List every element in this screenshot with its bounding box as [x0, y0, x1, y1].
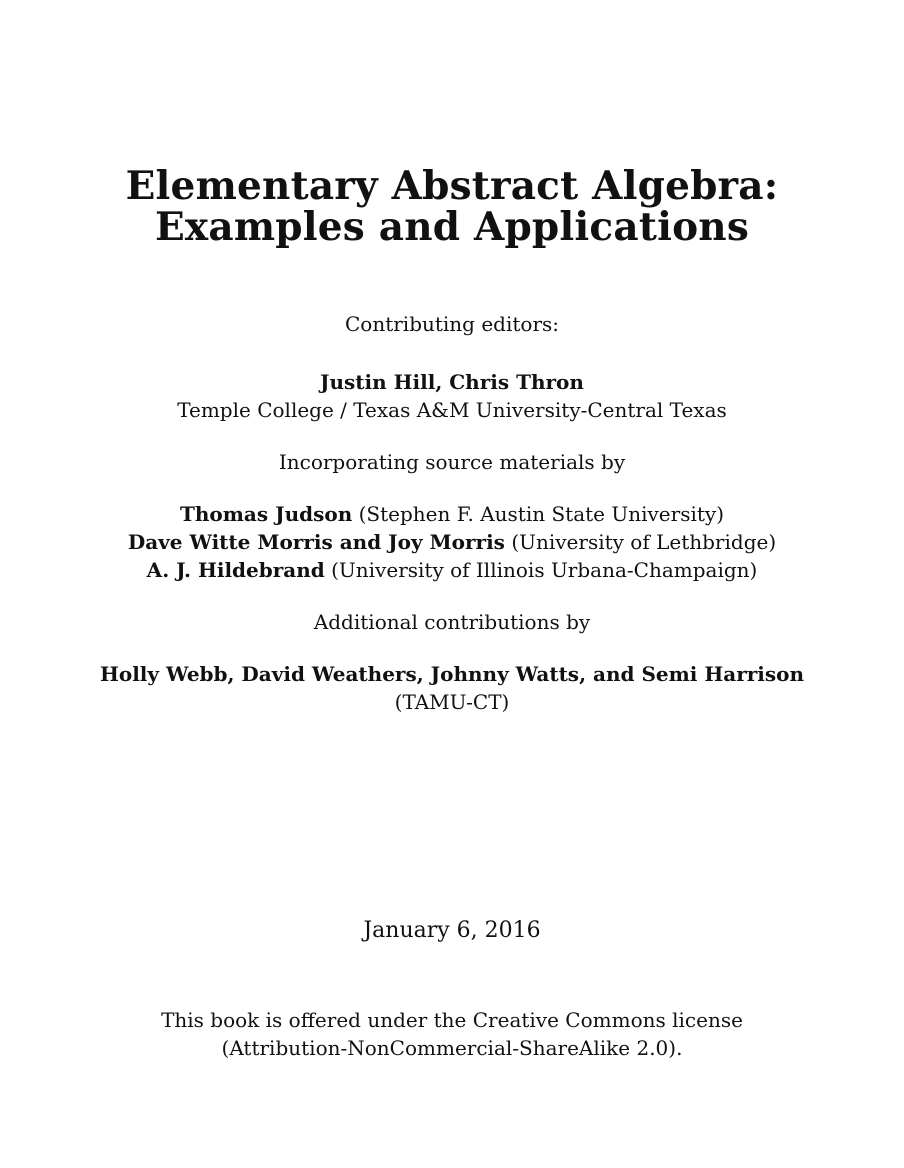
source-author-names: A. J. Hildebrand — [146, 558, 325, 582]
license-notice — [0, 1006, 904, 1062]
additional-contributions-heading: Additional contributions by — [313, 610, 591, 634]
additional-contributor-affiliation: (TAMU-CT) — [394, 690, 510, 714]
contributing-editors-heading: Contributing editors: — [344, 312, 560, 336]
editor-names: Justin Hill, Chris Thron — [320, 370, 584, 394]
license-line-2: (Attribution-NonCommercial-ShareAlike 2.0). — [221, 1036, 683, 1060]
book-title-line-1: Elementary Abstract Algebra: — [125, 163, 779, 209]
source-entry — [0, 528, 904, 556]
publication-date: January 6, 2016 — [363, 918, 541, 943]
source-entry — [0, 500, 904, 528]
source-author-names: Dave Witte Morris and Joy Morris — [127, 530, 505, 554]
license-line-1: This book is offered under the Creative Commons license — [161, 1008, 743, 1032]
source-entry — [0, 556, 904, 584]
contributing-editors — [0, 368, 904, 424]
source-author-affiliation: (Stephen F. Austin State University) — [358, 502, 724, 526]
additional-contributors — [0, 660, 904, 716]
book-title — [0, 163, 904, 250]
book-title-line-2: Examples and Applications — [154, 204, 750, 250]
source-materials-heading: Incorporating source materials by — [278, 450, 626, 474]
additional-contributor-names: Holly Webb, David Weathers, Johnny Watts, and Semi Harrison — [99, 662, 805, 686]
editor-affiliation: Temple College / Texas A&M University-Central Texas — [177, 398, 727, 422]
source-author-affiliation: (University of Lethbridge) — [511, 530, 777, 554]
source-author-affiliation: (University of Illinois Urbana-Champaign) — [331, 558, 758, 582]
source-author-names: Thomas Judson — [180, 502, 353, 526]
source-materials-list — [0, 500, 904, 584]
